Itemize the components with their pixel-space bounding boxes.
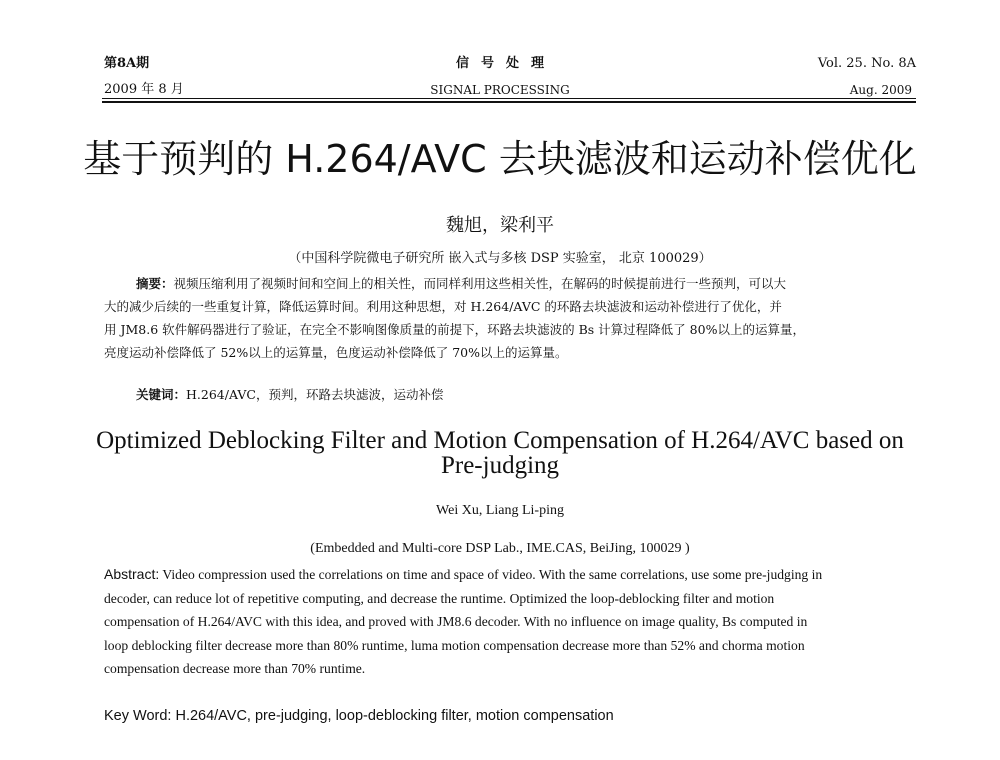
keywords-en-text: H.264/AVC, pre-judging, loop-deblocking filter, motion compensation (171, 708, 614, 724)
issue-date-en: Aug. 2009 (849, 83, 912, 97)
abstract-cn-line-4: 亮度运动补偿降低了 52%以上的运算量，色度运动补偿降低了 70%以上的运算量。 (104, 345, 568, 360)
authors-cn: 魏旭，梁利平 (446, 215, 554, 236)
journal-name-cn: 信号处理 (455, 56, 556, 71)
abstract-cn-label: 摘要： (136, 276, 174, 291)
issue-date-cn: 2009 年 8 月 (104, 82, 184, 97)
abstract-cn-line-1 (104, 272, 916, 295)
keywords-cn (136, 385, 443, 405)
abstract-cn (104, 272, 916, 364)
abstract-en-text-1: Video compression used the correlations on time and space of video. With the same correlations, use some pre-judging in (159, 567, 823, 582)
abstract-en-line-3: compensation of H.264/AVC with this idea, and proved with JM8.6 decoder. With no influence on image quality, Bs computed in (104, 614, 808, 629)
header-rule-thin (102, 98, 916, 99)
abstract-en-line-1 (104, 563, 916, 587)
authors-en: Wei Xu, Liang Li-ping (436, 503, 564, 518)
paper-title-en-line-1: Optimized Deblocking Filter and Motion Compensation of H.264/AVC based on (96, 427, 904, 454)
paper-title-en-line-2: Pre-judging (440, 452, 560, 479)
journal-name-en: SIGNAL PROCESSING (430, 83, 570, 97)
paper-title-en (0, 428, 1000, 478)
issue-number: 第8A期 (104, 56, 150, 71)
abstract-en (104, 563, 916, 681)
abstract-en-line-2: decoder, can reduce lot of repetitive computing, and decrease the runtime. Optimized the loop-deblocking filter and motion (104, 590, 775, 606)
keywords-cn-text: H.264/AVC，预判，环路去块滤波，运动补偿 (186, 387, 444, 402)
keywords-en-label: Key Word: (104, 708, 172, 724)
abstract-cn-text-1: 视频压缩利用了视频时间和空间上的相关性，而同样利用这些相关性，在解码的时候提前进行一些预判，可以大 (173, 276, 787, 291)
abstract-en-line-4: loop deblocking filter decrease more than 80% runtime, luma motion compensation decrease more than 52% and chorma motion (104, 637, 805, 653)
affiliation-en: (Embedded and Multi-core DSP Lab., IME.CAS, BeiJing, 100029 ) (310, 541, 690, 556)
keywords-en (104, 707, 614, 725)
abstract-cn-line-3: 用 JM8.6 软件解码器进行了验证，在完全不影响图像质量的前提下，环路去块滤波的 Bs 计算过程降低了 80%以上的运算量， (104, 322, 805, 337)
paper-title-cn: 基于预判的 H.264/AVC 去块滤波和运动补偿优化 (83, 137, 917, 181)
abstract-cn-line-2: 大的减少后续的一些重复计算，降低运算时间。利用这种思想，对 H.264/AVC 的环路去块滤波和运动补偿进行了优化，并 (104, 299, 782, 314)
keywords-cn-label: 关键词： (136, 387, 187, 402)
abstract-en-line-5: compensation decrease more than 70% runtime. (104, 661, 366, 676)
header-rule-thick (102, 101, 916, 103)
volume-number: Vol. 25. No. 8A (817, 56, 916, 71)
affiliation-cn: （中国科学院微电子研究所 嵌入式与多核 DSP 实验室， 北京 100029） (288, 251, 712, 266)
abstract-en-label: Abstract: (104, 566, 160, 582)
